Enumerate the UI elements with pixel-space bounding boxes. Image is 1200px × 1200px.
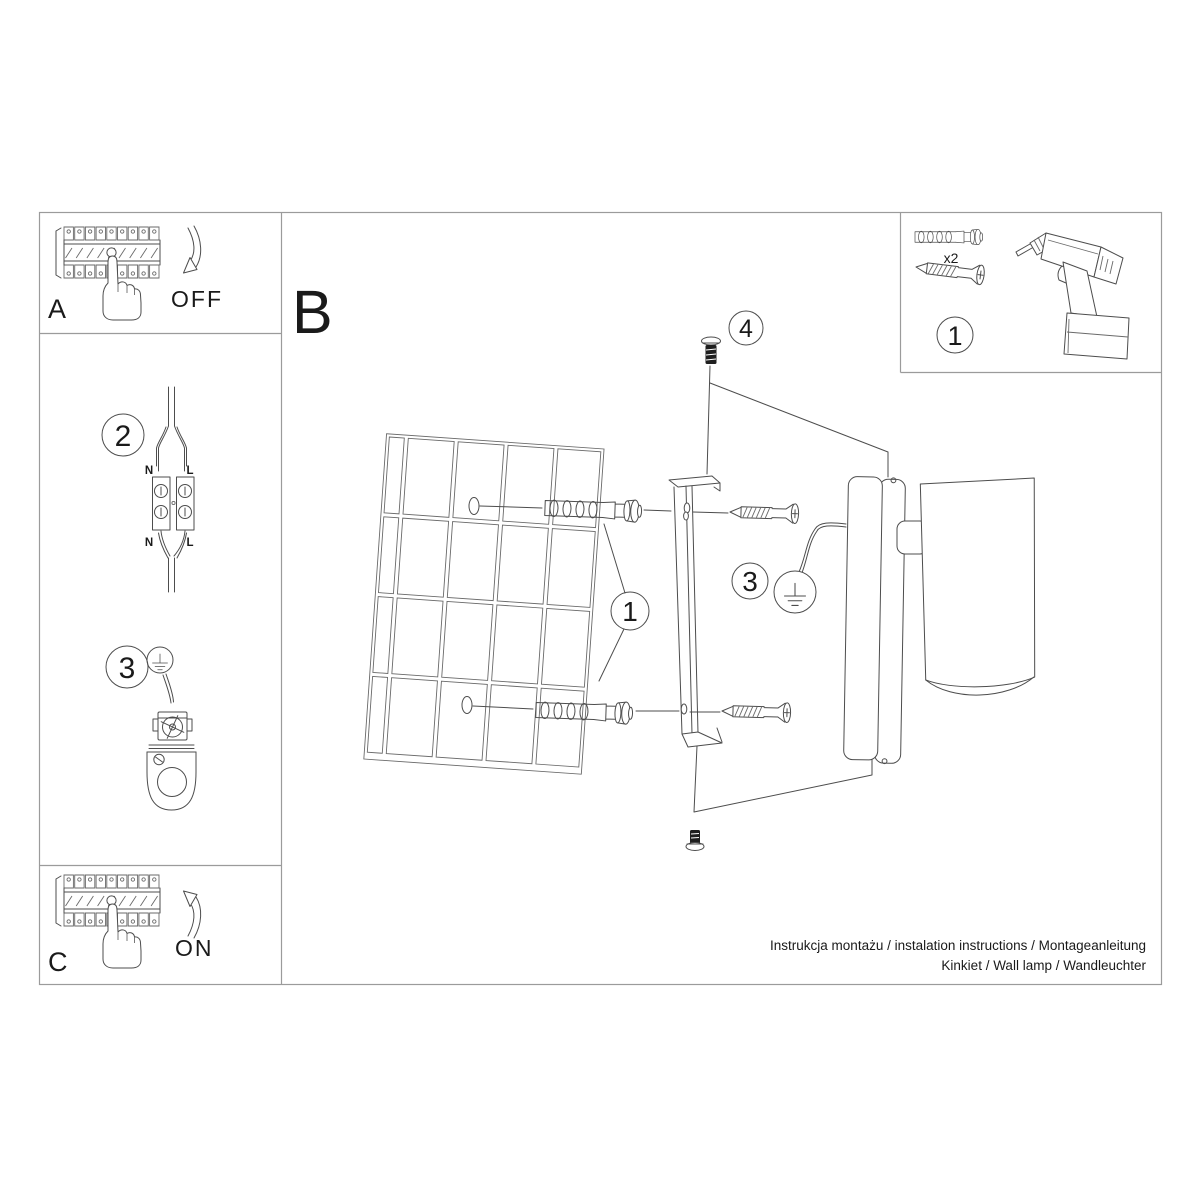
callout-fixing-screw (729, 311, 763, 345)
lamp-cylinder (920, 478, 1038, 696)
callout-3-number: 3 (742, 566, 758, 597)
panel-a (48, 226, 223, 324)
arrow-up-icon (184, 891, 201, 938)
tools-box (915, 229, 1129, 359)
ground-bracket (147, 745, 196, 810)
ground-terminal (153, 710, 192, 743)
terminal-label-n-bottom: N (144, 537, 154, 549)
drill-hole-top (469, 498, 479, 515)
tools-number: 1 (947, 321, 963, 351)
callout-1-number: 1 (622, 596, 638, 627)
wall-lamp (844, 477, 1038, 764)
fixing-screw-bottom (686, 746, 872, 851)
fixing-screw-top (702, 337, 889, 477)
ground-wire (163, 674, 174, 703)
plug-quantity: x2 (943, 250, 959, 266)
terminal-label-l-top: L (186, 465, 194, 477)
step-ground-diagram (106, 646, 196, 810)
panel-c-label: C (48, 947, 68, 977)
panel-c (48, 875, 214, 977)
step-3-number: 3 (118, 652, 136, 685)
drill-hole-bottom (462, 697, 472, 714)
drill-icon (1016, 233, 1129, 359)
step-wiring-diagram (102, 387, 194, 592)
callout-wall-plugs (599, 524, 649, 681)
panel-a-label: A (48, 294, 67, 324)
panel-a-action: OFF (171, 286, 223, 312)
arrow-down-icon (184, 226, 201, 273)
terminal-block (153, 477, 195, 530)
mounting-bracket (669, 476, 722, 747)
terminal-label-l-bottom: L (186, 537, 194, 549)
callout-ground (732, 523, 846, 613)
callout-4-number: 4 (739, 315, 753, 343)
wire-fork-top (157, 426, 187, 471)
wire-fork-bottom (159, 531, 187, 558)
tile-wall (364, 434, 604, 774)
panel-c-action: ON (175, 935, 214, 961)
alignment-lines (636, 510, 728, 712)
terminal-label-n-top: N (144, 465, 154, 477)
lamp-cable (169, 558, 175, 592)
footer-line-2: Kinkiet / Wall lamp / Wandleuchter (941, 958, 1146, 973)
supply-cable (169, 387, 175, 426)
step-2-number: 2 (114, 420, 132, 453)
footer-line-1: Instrukcja montażu / instalation instructions / Montageanleitung (770, 938, 1146, 953)
lamp-backplate (844, 477, 906, 764)
section-label: B (292, 278, 333, 346)
